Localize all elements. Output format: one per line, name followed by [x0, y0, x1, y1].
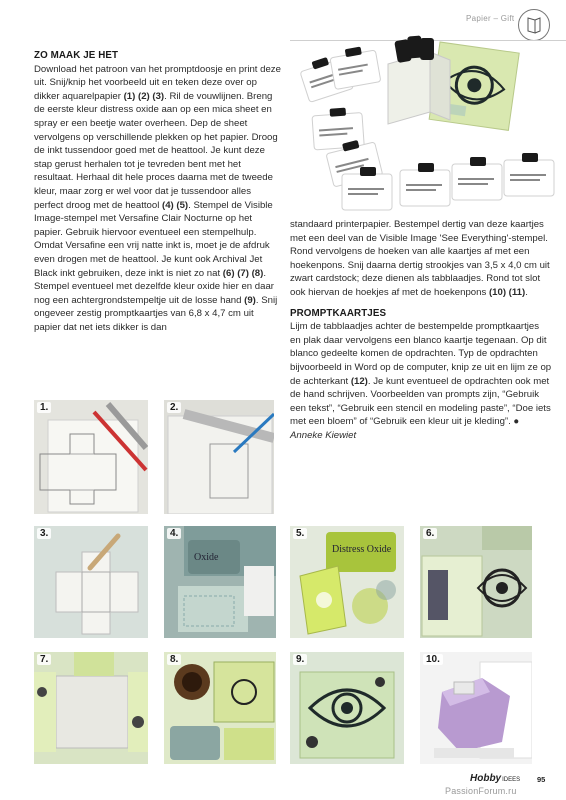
step-reference: (10) (11): [488, 286, 526, 298]
step-number: 8.: [167, 654, 181, 665]
step-number: 9.: [293, 654, 307, 665]
step-photo: [34, 652, 148, 764]
step-number: 6.: [423, 528, 437, 539]
text-segment: . Je kunt eventueel de opdrachten ook met de hand schrijven. Voorbeelden van prompts zijn, “Gebruik een tekst”, “Gebruik een stencil en modeling paste”, “Doe iets met een bloem” of “Gebruik een kleur uit je kleding”.: [290, 375, 551, 428]
text-segment: Lijm de tabblaadjes achter de bestempelde promptkaartjes en plak daar vervolgens een blanco kaartje tegenaan. Op dit blanco gedeelte komen de opdrachten. Typ de opdrachten bijvoorbeeld in Word op de computer, knip ze uit en lijm ze op de achterkant: [290, 321, 552, 387]
step-photo: [34, 400, 148, 514]
page-number: 95: [537, 775, 546, 784]
step-reference: (9): [244, 294, 256, 306]
text-segment: . Stempel de Visible Image-stempel met Versafine Clair Nocturne op het papier. Gebruik hiervoor eventueel een stempelhulp. Omdat Versafine een vrij natte inkt is, moet je de afdruk even drogen met de heattool. Je kunt ook Archival Jet Black inkt gebruiken, deze inkt is niet zo nat: [34, 199, 273, 279]
step-number: 3.: [37, 528, 51, 539]
distress-oxide-label: Distress Oxide: [332, 544, 392, 555]
brand-suffix: IDEES: [502, 777, 521, 783]
step-photo: [290, 526, 404, 638]
magazine-logo: [470, 773, 520, 784]
step-photo: [34, 526, 148, 638]
step-photo: [164, 526, 276, 638]
text-segment: . Ril de vouwlijnen. Breng de eerste kleur distress oxide aan op een mica sheet en spray er een beetje water overheen. Dep de sheet vervolgens op verschillende plekken op het papier. Droog de inkt tussendoor goed met de heattool. Je kunt deze stap gerust herhalen tot je tevreden bent met het resultaat. Herhaal dit hele proces daarna met de tweede kleur, maar zorg er wel voor dat je tussendoor alles perfect droog met de heattool: [34, 90, 278, 211]
text-segment: . Snij ongeveer zestig promptkaartjes van 6,8 x 4,7 cm uit papier dat net iets dikker is dan: [34, 294, 278, 333]
hero-photo: [290, 24, 556, 216]
step-number: 4.: [167, 528, 181, 539]
instructions-paragraph: [290, 218, 552, 300]
step-photo: [290, 652, 404, 764]
step-photo: [420, 652, 532, 764]
step-reference: (6) (7) (8): [222, 267, 264, 279]
step-reference: (12): [350, 375, 368, 387]
step-reference: (4) (5): [162, 199, 189, 211]
text-segment: Download het patroon van het promptdoosje en print deze uit. Snij/knip het voorbeeld uit en teken deze over op dikker aquarelpapier: [34, 63, 281, 102]
step-photo: [420, 526, 532, 638]
section-heading: ZO MAAK JE HET: [34, 50, 119, 61]
end-mark: ●: [510, 416, 520, 428]
oxide-pad-label: Oxide: [194, 552, 219, 563]
text-segment: . Stempel eventueel met dezelfde kleur oxide hier en daar nog een achtergrondstempeltje uit de losse hand: [34, 267, 274, 306]
step-number: 5.: [293, 528, 307, 539]
step-number: 7.: [37, 654, 51, 665]
section-heading: PROMPTKAARTJES: [290, 307, 387, 319]
prompt-cards-column: [290, 218, 552, 443]
instructions-paragraph: [290, 320, 552, 429]
step-number: 2.: [167, 402, 181, 413]
text-segment: standaard printerpapier. Bestempel dertig van deze kaartjes met een deel van de Visible Image 'See Everything'-stempel. Rond vervolgens de hoeken van alle kaartjes af met een hoekenpons. Snij daarna dertig strookjes van 3,5 x 4,0 cm uit zwart cardstock; deze dienen als tabblaadjes. Rond tot slot ook hiervan de hoekjes af met de hoekenpons: [290, 219, 550, 298]
instructions-column: [34, 49, 282, 334]
step-number: 10.: [423, 654, 443, 665]
watermark: PassionForum.ru: [445, 786, 517, 796]
step-photo: [164, 400, 274, 514]
step-reference: (1) (2) (3): [123, 90, 165, 102]
section-label: Papier – Gift: [466, 14, 515, 23]
author-credit: Anneke Kiewiet: [290, 429, 357, 441]
step-photo: [164, 652, 276, 764]
instructions-paragraph: [34, 63, 282, 335]
text-segment: .: [525, 286, 528, 298]
brand-name: Hobby: [470, 773, 502, 784]
step-number: 1.: [37, 402, 51, 413]
